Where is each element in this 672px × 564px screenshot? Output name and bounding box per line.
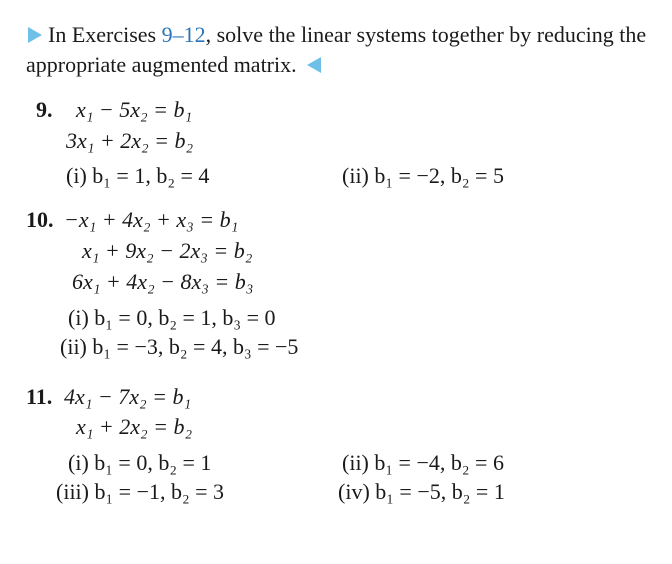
case-iv: (iv) b₁ = −5, b₂ = 1 — [338, 479, 505, 504]
case-ii: (ii) b₁ = −2, b₂ = 5 — [342, 163, 504, 188]
equation: x₁ + 2x₂ = b₂ — [76, 414, 193, 439]
equation: x₁ + 9x₂ − 2x₃ = b₂ — [82, 238, 253, 263]
exercise-number: 10. — [26, 207, 54, 232]
case-iii: (iii) b₁ = −1, b₂ = 3 — [56, 479, 225, 504]
equation: 4x₁ − 7x₂ = b₁ — [64, 384, 192, 409]
equation: 6x₁ + 4x₂ − 8x₃ = b₃ — [72, 269, 254, 294]
exercise-number: 11. — [26, 384, 53, 409]
equation: x₁ − 5x₂ = b₁ — [76, 97, 193, 122]
instructions-text-start: In Exercises — [48, 22, 162, 47]
case-ii: (ii) b₁ = −3, b₂ = 4, b₃ = −5 — [60, 334, 299, 359]
equation: 3x₁ + 2x₂ = b₂ — [66, 128, 194, 153]
section-end-marker-icon — [307, 57, 321, 73]
case-i: (i) b₁ = 0, b₂ = 1, b₃ = 0 — [68, 305, 276, 330]
case-ii: (ii) b₁ = −4, b₂ = 6 — [342, 450, 504, 475]
case-i: (i) b₁ = 1, b₂ = 4 — [66, 163, 210, 188]
case-i: (i) b₁ = 0, b₂ = 1 — [68, 450, 212, 475]
exercise-number: 9. — [36, 97, 53, 122]
instructions-text-end: , solve the linear systems together by reducing the appropriate augmented matrix. — [26, 22, 647, 77]
equation: −x₁ + 4x₂ + x₃ = b₁ — [64, 207, 239, 232]
section-start-marker-icon — [28, 27, 42, 43]
exercise-instructions — [26, 20, 666, 80]
exercise-range-link[interactable]: 9–12 — [161, 22, 206, 47]
